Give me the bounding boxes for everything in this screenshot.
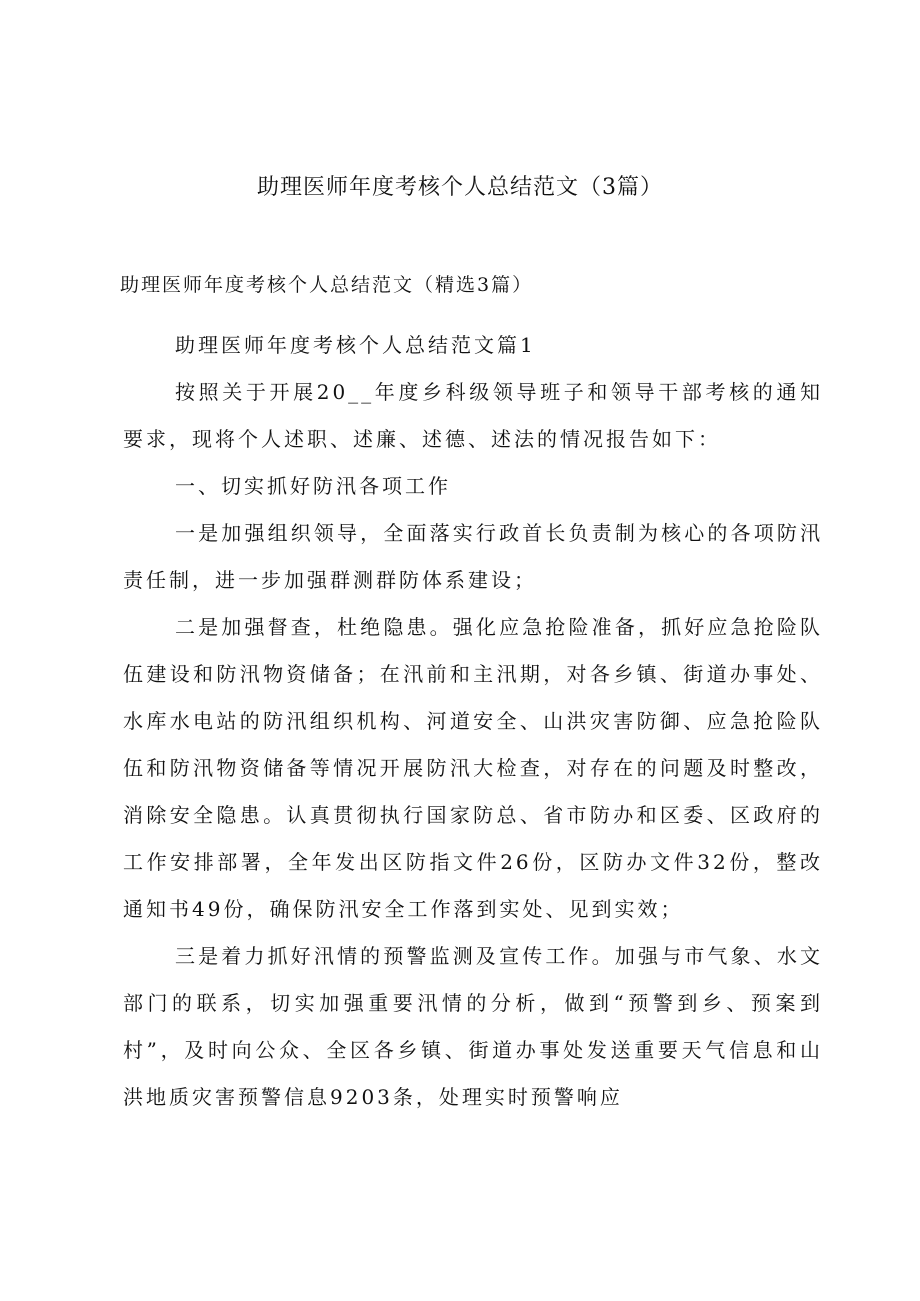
section-heading: 助理医师年度考核个人总结范文篇1: [175, 333, 536, 357]
section-heading: 一、切实抓好防汛各项工作: [175, 474, 451, 498]
document-body: [123, 322, 823, 1121]
document-subtitle: 助理医师年度考核个人总结范文（精选3篇）: [120, 274, 534, 296]
paragraph: 三是着力抓好汛情的预警监测及宣传工作。加强与市气象、水文部门的联系，切实加强重要汛情的分析，做到“预警到乡、预案到村”，及时向公众、全区各乡镇、街道办事处发送重要天气信息和山洪地质灾害预警信息9203条，处理实时预警响应: [123, 944, 823, 1109]
paragraph: 二是加强督查，杜绝隐患。强化应急抢险准备，抓好应急抢险队伍建设和防汛物资储备；在汛前和主汛期，对各乡镇、街道办事处、水库水电站的防汛组织机构、河道安全、山洪灾害防御、应急抢险队伍和防汛物资储备等情况开展防汛大检查，对存在的问题及时整改，消除安全隐患。认真贯彻执行国家防总、省市防办和区委、区政府的工作安排部署，全年发出区防指文件26份，区防办文件32份，整改通知书49份，确保防汛安全工作落到实处、见到实效；: [123, 615, 823, 921]
paragraph: 一是加强组织领导，全面落实行政首长负责制为核心的各项防汛责任制，进一步加强群测群防体系建设；: [123, 521, 823, 592]
paragraph: 按照关于开展20__年度乡科级领导班子和领导干部考核的通知要求，现将个人述职、述廉、述德、述法的情况报告如下：: [123, 380, 823, 451]
document-title: 助理医师年度考核个人总结范文（3篇）: [257, 175, 663, 200]
